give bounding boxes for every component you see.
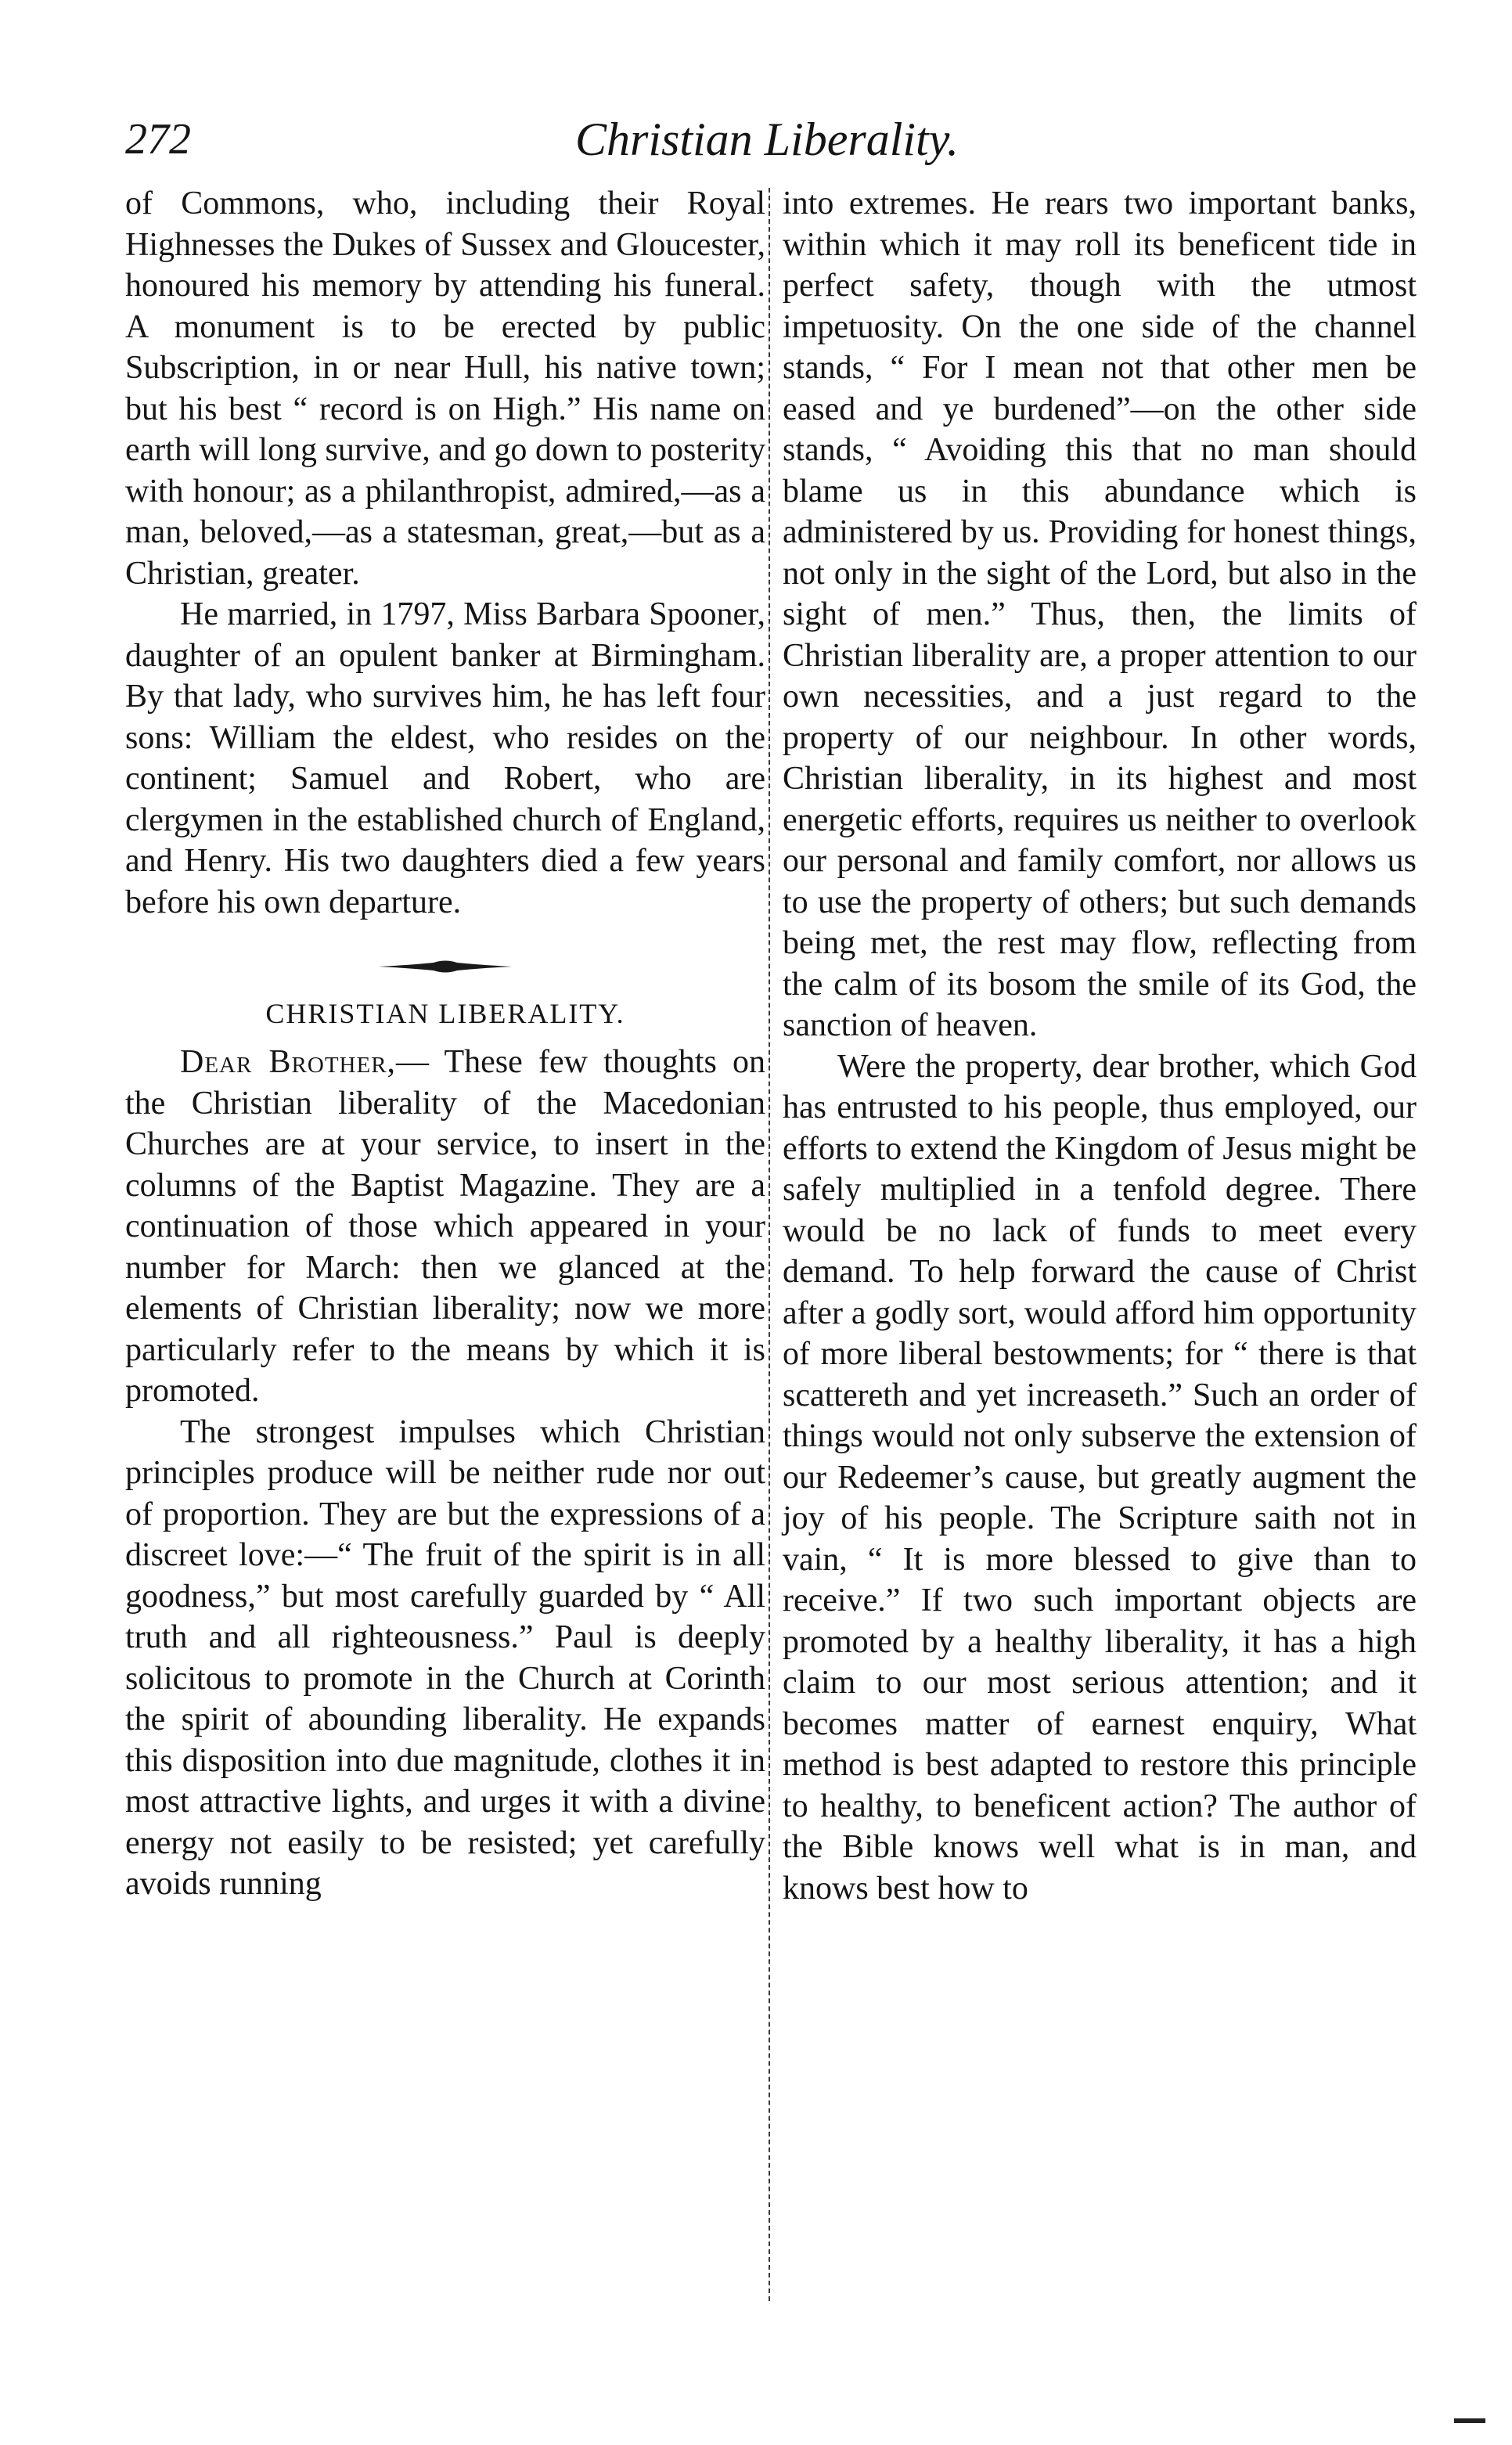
salutation: Dear Brother, <box>180 1044 397 1080</box>
paragraph: The strongest impulses which Christian principles produce will be neither rude nor out of proportion. They are but the expressions of a discreet love:—“ The fruit of the spirit is in all goodness,” but most carefully guarded by “ All truth and all righteousness.” Paul is deeply solicitous to promote in the Church at Corinth the spirit of abounding liberality. He expands this disposition into due magnitude, clothes it in most attractive lights, and urges it with a divine energy not easily to be resisted; yet carefully avoids running <box>125 1413 765 1902</box>
paragraph: Were the property, dear brother, which God has entrusted to his people, thus employed, our efforts to extend the Kingdom of Jesus might be safely multiplied in a tenfold degree. There would be no lack of funds to meet every demand. To help forward the cause of Christ after a godly sort, would afford him opportunity of more liberal bestowments; for “ there is that scattereth and yet increaseth.” Such an order of things would not only subserve the extension of our Redeemer’s cause, but greatly augment the joy of his people. The Scripture saith not in vain, “ It is more blessed to give than to receive.” If two such important objects are promoted by a healthy liberality, it has a high claim to our most serious attention; and it becomes matter of earnest enquiry, What method is best adapted to restore this principle to healthy, to beneficent action? The author of the Bible knows well what is in man, and knows best how to <box>783 1048 1417 1907</box>
paragraph-text: — These few thoughts on the Christian liberality of the Macedonian Churches are at your service, to insert in the columns of the Baptist Magazine. They are a continuation of those which appeared in your number for March: then we glanced at the elements of Christian liberality; now we more particularly refer to the means by which it is promoted. <box>125 1044 765 1409</box>
right-column <box>783 183 1417 2312</box>
paragraph: He married, in 1797, Miss Barbara Spooner, daughter of an opulent banker at Birmingham. By that lady, who survives him, he has left four sons: William the eldest, who resides on the continent; Samuel and Robert, who are clergymen in the established church of England, and Henry. His two daughters died a few years before his own departure. <box>125 596 765 920</box>
scan-mark <box>1454 2418 1485 2423</box>
page-header <box>125 106 1409 172</box>
letter-opening <box>125 1042 765 1412</box>
left-column <box>125 183 765 2312</box>
page-number: 272 <box>125 115 191 164</box>
paragraph: of Commons, who, including their Royal Highnesses the Dukes of Sussex and Gloucester, honoured his memory by attending his funeral. A monument is to be erected by public Subscription, in or near Hull, his native town; but his best “ record is on High.” His name on earth will long survive, and go down to posterity with honour; as a philanthropist, admired,—as a man, beloved,—as a statesman, great,—but as a Christian, greater. <box>125 185 765 592</box>
running-title: Christian Liberality. <box>574 113 959 165</box>
ornament-divider-icon <box>379 957 512 976</box>
paragraph: into extremes. He rears two important banks, within which it may roll its beneficent tide in perfect safety, though with the utmost impetuosity. On the one side of the channel stands, “ For I mean not that other men be eased and ye burdened”—on the other side stands, “ Avoiding this that no man should blame us in this abundance which is administered by us. Providing for honest things, not only in the sight of the Lord, but also in the sight of men.” Thus, then, the limits of Christian liberality are, a proper attention to our own necessities, and a just regard to the property of our neighbour. In other words, Christian liberality, in its highest and most energetic efforts, requires us neither to overlook our personal and family comfort, nor allows us to use the property of others; but such demands being met, the rest may flow, reflecting from the calm of its bosom the smile of its God, the sanction of heaven. <box>783 185 1417 1043</box>
section-heading: CHRISTIAN LIBERALITY. <box>265 998 625 1029</box>
column-rule <box>769 188 770 2301</box>
